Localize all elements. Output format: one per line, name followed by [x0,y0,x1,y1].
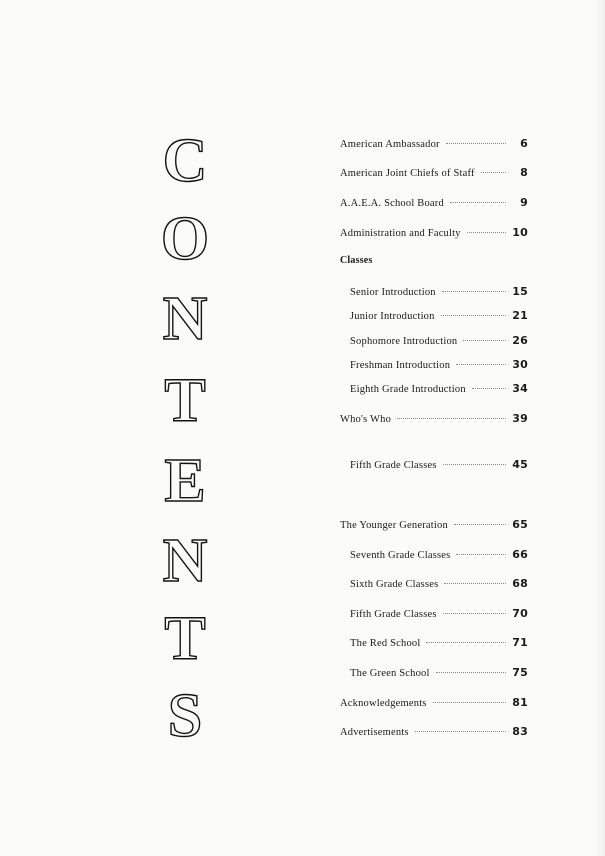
toc-entry[interactable] [350,607,528,620]
title-letter-t2: T [164,605,206,673]
toc-entry-page: 39 [512,412,528,425]
toc-entry-page: 10 [512,226,528,239]
toc-entry-title: Acknowledgements [340,698,427,709]
toc-entry-title: Administration and Faculty [340,228,461,239]
toc-entry-title: Sixth Grade Classes [350,579,439,590]
toc-entry[interactable] [350,666,528,679]
toc-entry-page: 26 [512,334,528,347]
toc-entry-title: Fifth Grade Classes [350,609,437,620]
dot-leader [444,583,506,584]
toc-entry-title: The Red School [350,638,421,649]
title-letter-n2: N [162,527,208,595]
title-letter-s: S [167,682,203,750]
toc-entry[interactable] [350,309,528,322]
toc-entry-page: 75 [512,666,528,679]
toc-entry[interactable] [340,696,528,709]
toc-entry-page: 34 [512,382,528,395]
dot-leader [443,613,506,614]
dot-leader [436,672,506,673]
toc-entry[interactable] [350,334,528,347]
section-heading-classes: Classes [340,255,373,266]
dot-leader [454,524,506,525]
dot-leader [481,172,506,173]
dot-leader [397,418,506,419]
toc-entry-page: 6 [520,137,528,150]
toc-entry-title: Advertisements [340,727,409,738]
dot-leader [443,464,506,465]
dot-leader [456,554,506,555]
toc-entry-page: 66 [512,548,528,561]
dot-leader [426,642,506,643]
toc-entry-page: 70 [512,607,528,620]
toc-entry-page: 9 [520,196,528,209]
toc-entry-title: Freshman Introduction [350,360,451,371]
toc-entry[interactable] [350,636,528,649]
toc-entry[interactable] [340,412,528,425]
toc-entry-page: 30 [512,358,528,371]
toc-entry-page: 83 [512,725,528,738]
toc-entry[interactable] [340,725,528,738]
toc-entry-title: Senior Introduction [350,287,436,298]
toc-entry-title: Who's Who [340,414,392,425]
toc-entry-title: Eighth Grade Introduction [350,384,466,395]
title-letter-e: E [164,447,206,515]
toc-entry-title: A.A.E.A. School Board [340,198,444,209]
toc-entry[interactable] [340,196,528,209]
toc-entry-title: Junior Introduction [350,311,435,322]
dot-leader [446,143,506,144]
dot-leader [467,232,506,233]
toc-entry-title: Fifth Grade Classes [350,460,437,471]
toc-entry-title: The Green School [350,668,430,679]
dot-leader [442,291,506,292]
title-letter-c: C [162,127,208,195]
toc-entry-title: Sophomore Introduction [350,336,458,347]
toc-entry-page: 45 [512,458,528,471]
toc-entry[interactable] [350,382,528,395]
dot-leader [456,364,506,365]
toc-entry-title: The Younger Generation [340,520,448,531]
toc-entry-page: 15 [512,285,528,298]
toc-entry-title: Seventh Grade Classes [350,550,451,561]
dot-leader [472,388,506,389]
toc-entry-title: American Joint Chiefs of Staff [340,168,475,179]
toc-entry[interactable] [340,518,528,531]
title-letter-t: T [164,367,206,435]
dot-leader [463,340,506,341]
toc-entry-page: 21 [512,309,528,322]
toc-entry[interactable] [350,458,528,471]
title-letter-o: O [160,205,210,273]
toc-entry-page: 71 [512,636,528,649]
dot-leader [441,315,506,316]
toc-entry[interactable] [350,358,528,371]
toc-entry-page: 68 [512,577,528,590]
toc-entry[interactable] [350,577,528,590]
toc-entry[interactable] [340,137,528,150]
dot-leader [450,202,506,203]
dot-leader [415,731,506,732]
dot-leader [433,702,506,703]
toc-entry[interactable] [350,285,528,298]
toc-entry-page: 8 [520,166,528,179]
toc-entry-title: American Ambassador [340,139,440,150]
toc-entry[interactable] [340,226,528,239]
toc-entry-page: 81 [512,696,528,709]
toc-entry[interactable] [350,548,528,561]
title-letter-n: N [162,285,208,353]
toc-entry[interactable] [340,166,528,179]
toc-entry-page: 65 [512,518,528,531]
